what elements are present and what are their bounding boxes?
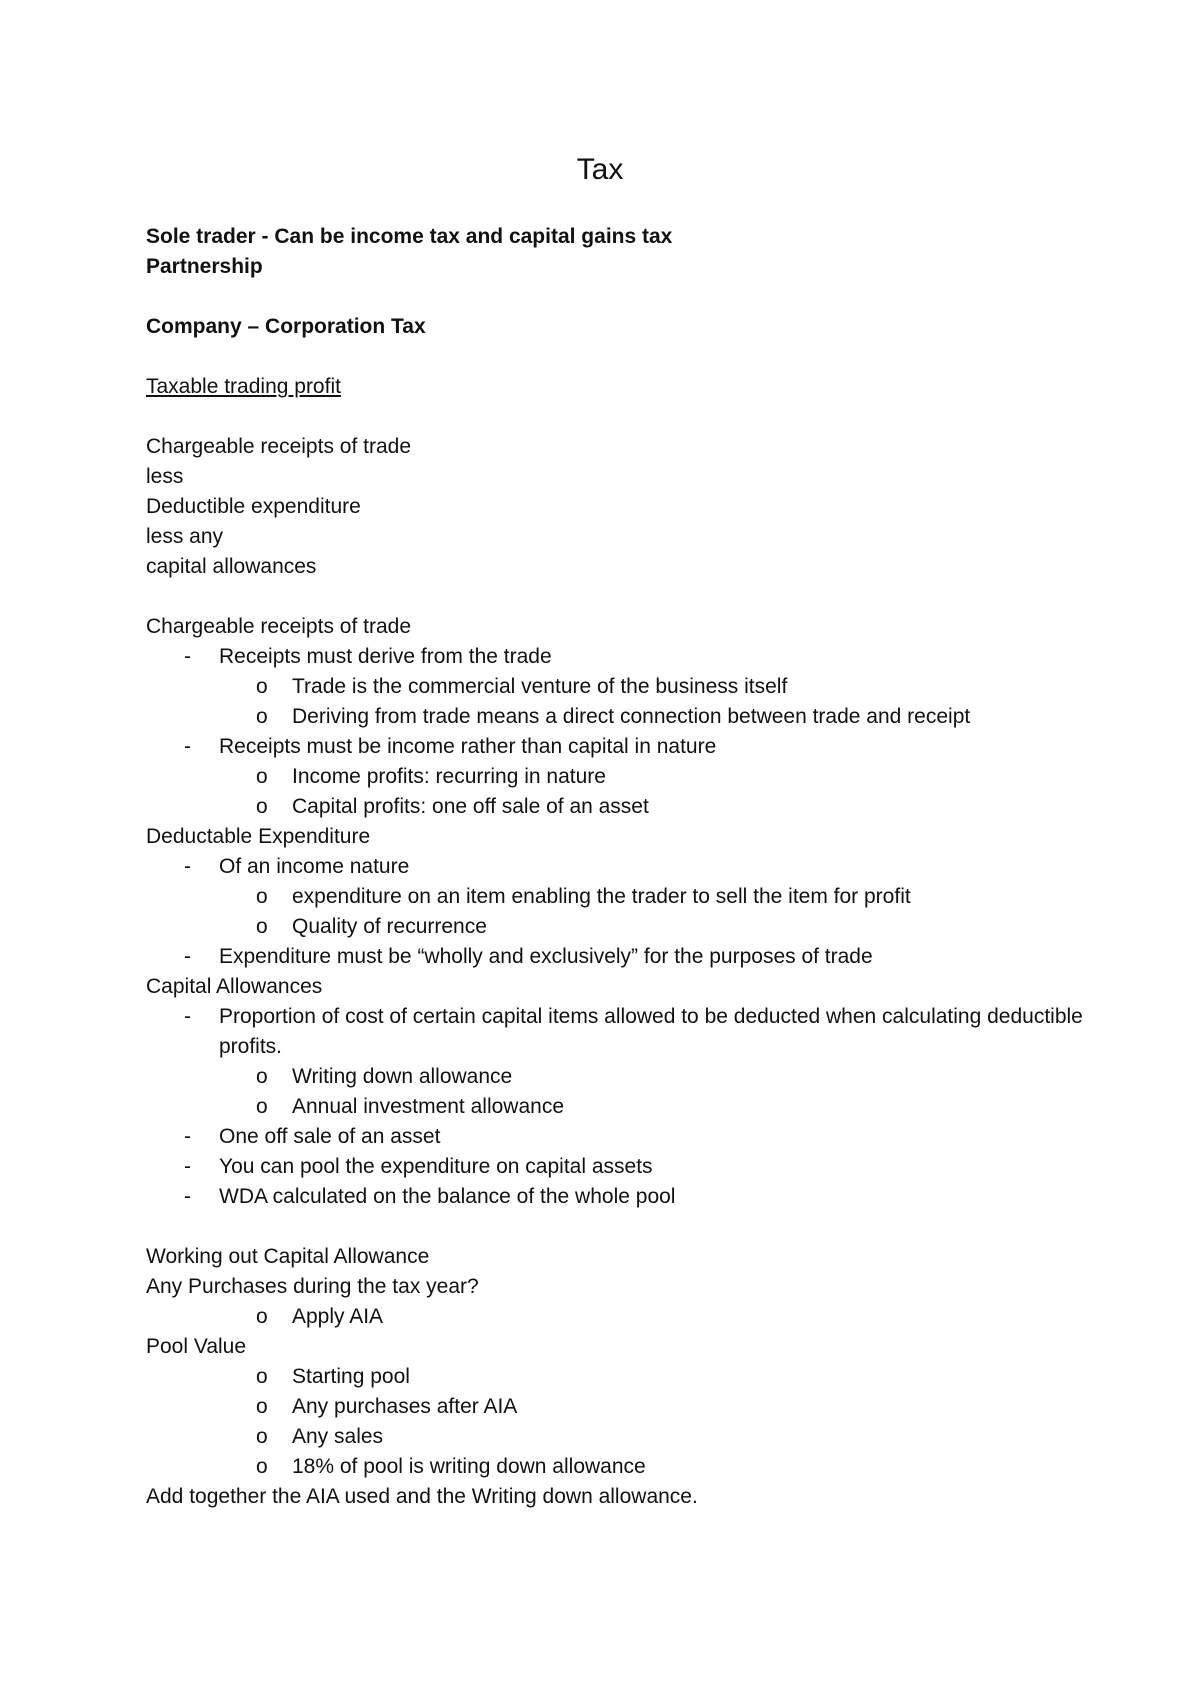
- partnership-line: Partnership: [146, 255, 263, 278]
- list-item-text: Income profits: recurring in nature: [292, 765, 606, 788]
- list-item-text: Any purchases after AIA: [292, 1395, 518, 1418]
- list-item-text: Trade is the commercial venture of the business itself: [292, 675, 788, 698]
- chargeable-heading: Chargeable receipts of trade: [146, 615, 411, 638]
- list-item: [146, 1452, 1086, 1482]
- sole-trader-separator: -: [255, 225, 275, 248]
- list-item: [146, 1092, 1086, 1122]
- dash-bullet: -: [184, 1125, 191, 1148]
- list-item: [146, 672, 1086, 702]
- blank-line: [146, 1212, 1086, 1242]
- dash-bullet: -: [184, 645, 191, 668]
- formula-line: Deductible expenditure: [146, 495, 361, 518]
- dash-bullet: -: [184, 735, 191, 758]
- circle-bullet: o: [256, 1305, 268, 1328]
- list-item: [146, 732, 1086, 762]
- list-item-text: Receipts must be income rather than capital in nature: [219, 735, 717, 758]
- list-item: [146, 762, 1086, 792]
- blank-line: [146, 582, 1086, 612]
- conclusion-line: Add together the AIA used and the Writing down allowance.: [146, 1485, 698, 1508]
- circle-bullet: o: [256, 765, 268, 788]
- list-item: [146, 702, 1086, 732]
- list-item-text: expenditure on an item enabling the trader to sell the item for profit: [292, 885, 911, 908]
- dash-bullet: -: [184, 1155, 191, 1178]
- dash-bullet: -: [184, 1005, 191, 1028]
- list-item: [146, 1122, 1086, 1152]
- purchases-question: Any Purchases during the tax year?: [146, 1275, 479, 1298]
- list-item-text: Of an income nature: [219, 855, 410, 878]
- working-heading: Working out Capital Allowance: [146, 1245, 430, 1268]
- list-item: [146, 882, 1086, 912]
- deductable-heading: Deductable Expenditure: [146, 825, 371, 848]
- list-item: [146, 1392, 1086, 1422]
- blank-line: [146, 342, 1086, 372]
- page-title: Tax: [576, 153, 624, 186]
- list-item: [146, 792, 1086, 822]
- list-item: [146, 852, 1086, 882]
- list-item: [146, 1422, 1086, 1452]
- list-item-text: Deriving from trade means a direct connection between trade and receipt: [292, 705, 971, 728]
- list-item-text: 18% of pool is writing down allowance: [292, 1455, 646, 1478]
- blank-line: [146, 282, 1086, 312]
- sole-trader-text: Can be income tax and capital gains tax: [274, 225, 673, 248]
- list-item: [146, 1302, 1086, 1332]
- list-item-text: Quality of recurrence: [292, 915, 487, 938]
- circle-bullet: o: [256, 1095, 268, 1118]
- formula-line: Chargeable receipts of trade: [146, 435, 411, 458]
- formula-line: less any: [146, 525, 224, 548]
- dash-bullet: -: [184, 855, 191, 878]
- circle-bullet: o: [256, 1065, 268, 1088]
- circle-bullet: o: [256, 885, 268, 908]
- list-item-text: One off sale of an asset: [219, 1125, 441, 1148]
- list-item: [146, 1152, 1086, 1182]
- blank-line: [146, 402, 1086, 432]
- sole-trader-line: [146, 222, 1086, 252]
- circle-bullet: o: [256, 1455, 268, 1478]
- list-item: [146, 642, 1086, 672]
- dash-bullet: -: [184, 1185, 191, 1208]
- list-item-text: Starting pool: [292, 1365, 410, 1388]
- list-item-text: Annual investment allowance: [292, 1095, 564, 1118]
- circle-bullet: o: [256, 1395, 268, 1418]
- list-item-text: Receipts must derive from the trade: [219, 645, 552, 668]
- formula-line: capital allowances: [146, 555, 317, 578]
- circle-bullet: o: [256, 1365, 268, 1388]
- list-item-text: Capital profits: one off sale of an asset: [292, 795, 649, 818]
- list-item-text: Apply AIA: [292, 1305, 384, 1328]
- list-item-text: Proportion of cost of certain capital items allowed to be deducted when calculating deductible profits.: [219, 1005, 1083, 1058]
- list-item-text: Expenditure must be “wholly and exclusively” for the purposes of trade: [219, 945, 873, 968]
- list-item-text: You can pool the expenditure on capital assets: [219, 1155, 653, 1178]
- capital-heading: Capital Allowances: [146, 975, 323, 998]
- company-line: Company – Corporation Tax: [146, 315, 426, 338]
- list-item: [146, 1362, 1086, 1392]
- list-item: [146, 1182, 1086, 1212]
- circle-bullet: o: [256, 795, 268, 818]
- list-item: [146, 1002, 1086, 1062]
- document-body: [146, 222, 1086, 1512]
- taxable-heading: Taxable trading profit: [146, 375, 341, 398]
- circle-bullet: o: [256, 705, 268, 728]
- list-item-text: WDA calculated on the balance of the whole pool: [219, 1185, 676, 1208]
- list-item: [146, 912, 1086, 942]
- taxable-heading-line: [146, 372, 1086, 402]
- list-item-text: Writing down allowance: [292, 1065, 513, 1088]
- circle-bullet: o: [256, 915, 268, 938]
- dash-bullet: -: [184, 945, 191, 968]
- list-item: [146, 942, 1086, 972]
- list-item: [146, 1062, 1086, 1092]
- formula-line: less: [146, 465, 184, 488]
- circle-bullet: o: [256, 675, 268, 698]
- sole-trader-label: Sole trader: [146, 225, 256, 248]
- pool-heading: Pool Value: [146, 1335, 247, 1358]
- list-item-text: Any sales: [292, 1425, 384, 1448]
- circle-bullet: o: [256, 1425, 268, 1448]
